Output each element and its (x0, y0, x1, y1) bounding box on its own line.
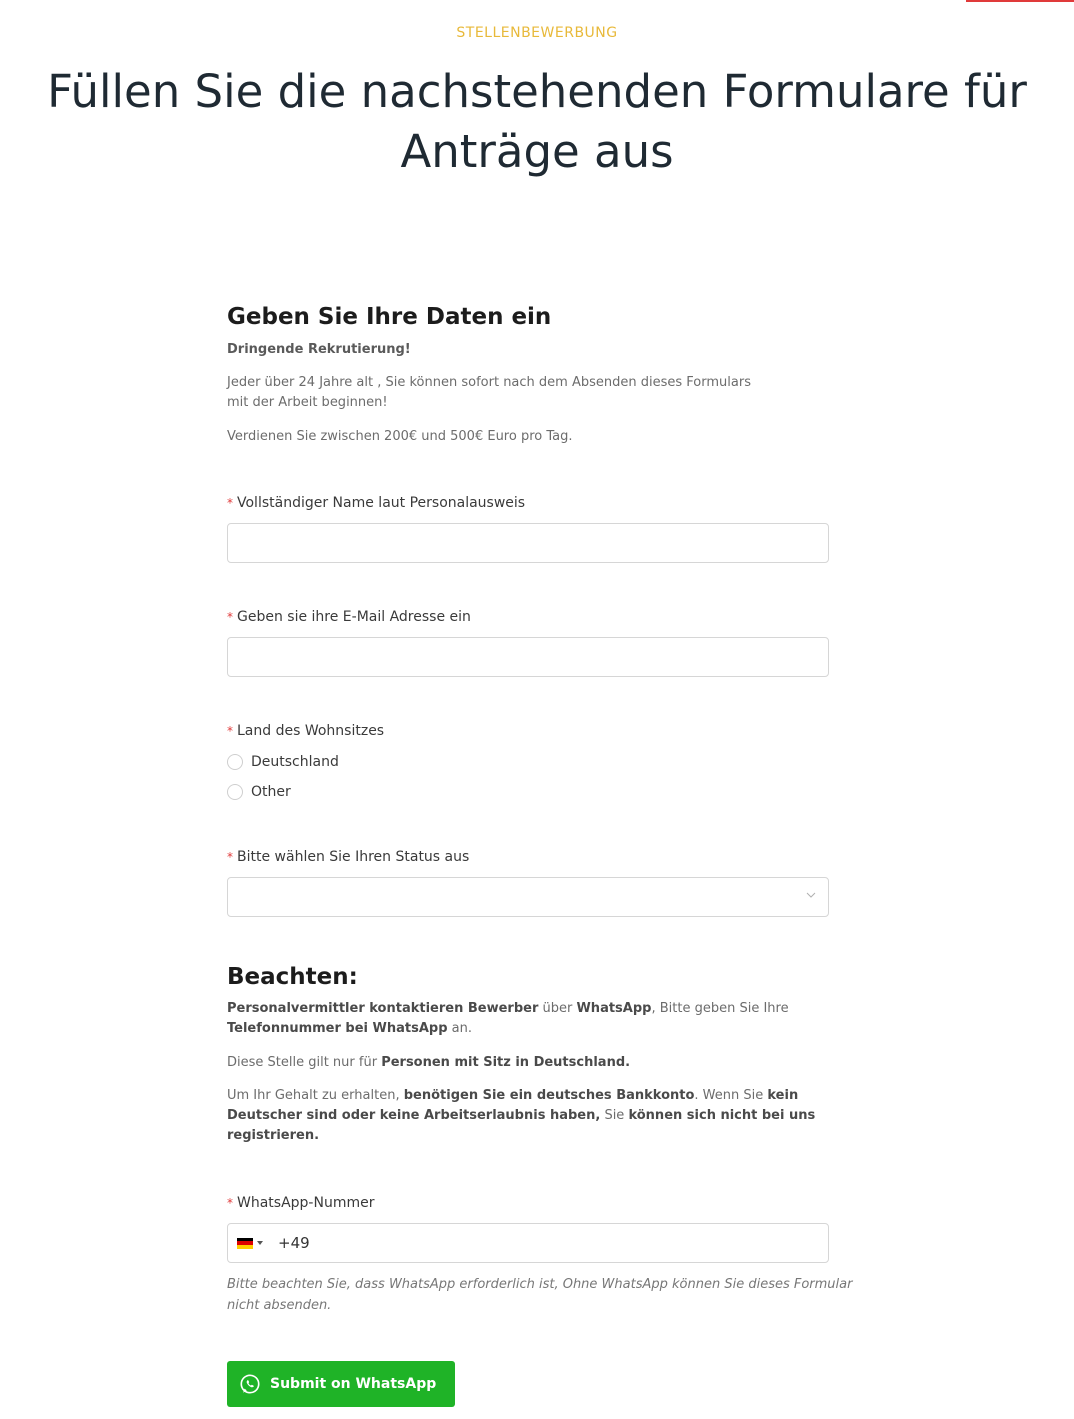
radio-label: Other (251, 784, 291, 800)
notice-text: Um Ihr Gehalt zu erhalten, (227, 1088, 404, 1103)
notice-bold: Deutscher sind oder keine Arbeitserlaubnis haben, (227, 1108, 601, 1123)
notice-bold: kein (767, 1088, 799, 1103)
page-eyebrow: STELLENBEWERBUNG (456, 25, 618, 41)
notice-text: . Wenn Sie (694, 1088, 768, 1103)
required-marker: * (227, 610, 233, 624)
country-label (227, 723, 384, 739)
required-marker: * (227, 496, 233, 510)
germany-flag-icon (237, 1238, 253, 1249)
notice-bold: Personalvermittler kontaktieren Bewerber (227, 1001, 539, 1016)
submit-button-label: Submit on WhatsApp (270, 1376, 437, 1392)
radio-button[interactable] (227, 754, 243, 770)
top-accent-bar (966, 0, 1074, 2)
notice-text: über (538, 1001, 577, 1016)
notice-bold: Personen mit Sitz in Deutschland. (381, 1055, 631, 1070)
notice-paragraph-1 (227, 999, 847, 1039)
whatsapp-note-line-2: nicht absenden. (227, 1298, 332, 1313)
whatsapp-phone-input[interactable] (227, 1223, 829, 1263)
notice-text: , Bitte geben Sie Ihre (651, 1001, 789, 1016)
status-select[interactable] (227, 877, 829, 917)
status-label-text: Bitte wählen Sie Ihren Status aus (237, 849, 470, 865)
whatsapp-note-line-1: Bitte beachten Sie, dass WhatsApp erforderlich ist, Ohne WhatsApp können Sie dieses Formular (227, 1277, 853, 1292)
notice-heading: Beachten: (227, 964, 358, 990)
intro-line-2: mit der Arbeit beginnen! (227, 395, 388, 410)
notice-bold: WhatsApp (576, 1001, 652, 1016)
notice-bold: können sich nicht bei uns (628, 1108, 816, 1123)
urgent-text: Dringende Rekrutierung! (227, 342, 411, 357)
intro-line-1: Jeder über 24 Jahre alt , Sie können sofort nach dem Absenden dieses Formulars (227, 375, 751, 390)
whatsapp-icon (239, 1373, 261, 1395)
caret-down-icon (257, 1241, 263, 1245)
notice-paragraph-3 (227, 1086, 847, 1146)
form-heading: Geben Sie Ihre Daten ein (227, 304, 552, 330)
notice-bold: registrieren. (227, 1128, 320, 1143)
phone-prefix[interactable]: +49 (278, 1234, 310, 1252)
chevron-down-icon (806, 890, 816, 900)
required-marker: * (227, 724, 233, 738)
email-label (227, 609, 471, 625)
status-label (227, 849, 469, 865)
whatsapp-label-text: WhatsApp-Nummer (237, 1195, 375, 1211)
radio-button[interactable] (227, 784, 243, 800)
notice-text: Sie (600, 1108, 629, 1123)
required-marker: * (227, 850, 233, 864)
page-title: Füllen Sie die nachstehenden Formulare für Anträge aus (47, 65, 1027, 178)
country-code-dropdown[interactable] (237, 1224, 263, 1262)
radio-label: Deutschland (251, 754, 339, 770)
country-option-other[interactable] (227, 782, 291, 802)
notice-text: Diese Stelle gilt nur für (227, 1055, 382, 1070)
email-input[interactable] (227, 637, 829, 677)
name-input[interactable] (227, 523, 829, 563)
name-label (227, 495, 525, 511)
submit-whatsapp-button[interactable] (227, 1361, 455, 1407)
notice-paragraph-2 (227, 1053, 847, 1073)
notice-bold: Telefonnummer bei WhatsApp (227, 1021, 448, 1036)
notice-bold: benötigen Sie ein deutsches Bankkonto (403, 1088, 695, 1103)
country-label-text: Land des Wohnsitzes (237, 723, 385, 739)
notice-text: an. (447, 1021, 473, 1036)
name-label-text: Vollständiger Name laut Personalausweis (237, 495, 526, 511)
country-option-deutschland[interactable] (227, 752, 339, 772)
email-label-text: Geben sie ihre E-Mail Adresse ein (237, 609, 471, 625)
whatsapp-label (227, 1195, 374, 1211)
earnings-text: Verdienen Sie zwischen 200€ und 500€ Euro pro Tag. (227, 429, 573, 444)
required-marker: * (227, 1196, 233, 1210)
